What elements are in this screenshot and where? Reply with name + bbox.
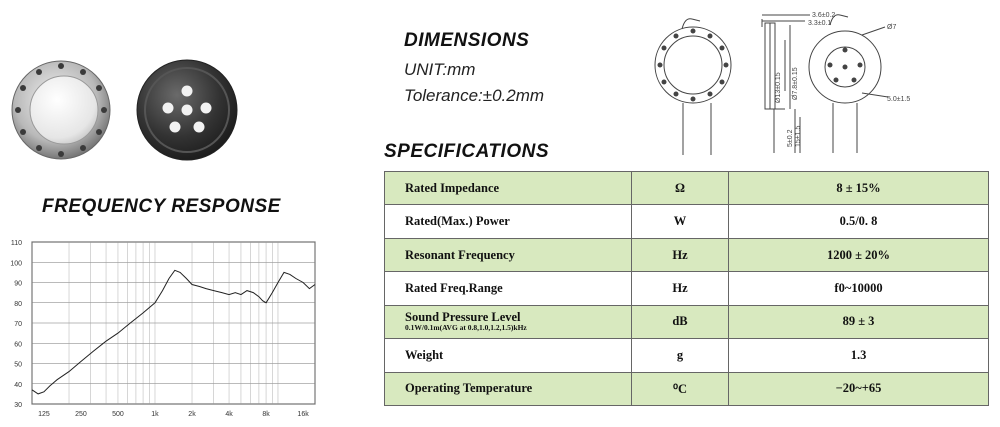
- spec-unit: dB: [632, 305, 729, 338]
- x-tick-label: 1k: [151, 411, 159, 418]
- frequency-response-curve: [32, 270, 315, 394]
- spec-parameter: [385, 339, 632, 372]
- label-pin-spacing: 5.0±1.5: [887, 96, 911, 103]
- x-tick-label: 125: [38, 411, 50, 418]
- y-tick-label: 110: [10, 240, 22, 247]
- frequency-response-heading: FREQUENCY RESPONSE: [42, 196, 281, 217]
- spec-parameter-label: Rated(Max.) Power: [405, 214, 510, 229]
- y-tick-label: 100: [10, 260, 22, 268]
- spec-unit: Hz: [632, 238, 729, 271]
- y-tick-label: 30: [14, 402, 22, 409]
- spec-parameter-label: Rated Impedance: [405, 180, 500, 195]
- spec-parameter: [385, 205, 632, 238]
- spec-unit: W: [632, 205, 729, 238]
- y-tick-label: 70: [14, 321, 22, 328]
- spec-value: 8 ± 15%: [729, 172, 989, 205]
- dimension-drawing: [640, 5, 980, 155]
- x-tick-label: 2k: [188, 411, 196, 418]
- x-tick-label: 8k: [262, 411, 270, 418]
- spec-value: 89 ± 3: [729, 305, 989, 338]
- spec-unit: ⁰C: [632, 372, 729, 405]
- spec-row: [385, 272, 989, 305]
- label-pin-len2: 15±1.5: [795, 125, 802, 147]
- spec-value: 1.3: [729, 339, 989, 372]
- spec-value: 1200 ± 20%: [729, 238, 989, 271]
- y-tick-label: 60: [14, 341, 22, 349]
- y-tick-label: 40: [14, 381, 22, 389]
- spec-row: [385, 172, 989, 205]
- spec-parameter-label: Resonant Frequency: [405, 247, 515, 262]
- tolerance-text: Tolerance:±0.2mm: [404, 86, 545, 105]
- label-outer-dia: Ø13±0.15: [775, 72, 782, 103]
- y-tick-label: 50: [14, 361, 22, 369]
- label-height-body: 3.3±0.1: [808, 20, 832, 27]
- spec-row: [385, 305, 989, 338]
- spec-unit: Ω: [632, 172, 729, 205]
- unit-text: UNIT:mm: [404, 60, 476, 79]
- spec-value: −20~+65: [729, 372, 989, 405]
- x-tick-label: 250: [75, 411, 87, 418]
- specifications-heading: SPECIFICATIONS: [384, 141, 549, 162]
- spec-value: f0~10000: [729, 272, 989, 305]
- dimensions-heading: DIMENSIONS: [404, 30, 530, 51]
- spec-value: 0.5/0. 8: [729, 205, 989, 238]
- specifications-table: [384, 171, 989, 406]
- label-inner-dia: Ø7.8±0.15: [792, 67, 799, 100]
- spec-row: [385, 339, 989, 372]
- chart-grid: [32, 242, 315, 404]
- spec-unit: g: [632, 339, 729, 372]
- x-tick-label: 4k: [225, 411, 233, 418]
- chart-x-ticks: [38, 411, 309, 418]
- spec-parameter: [385, 372, 632, 405]
- label-pin-len1: 5±0.2: [787, 129, 794, 147]
- frequency-response-chart: [0, 232, 330, 424]
- y-tick-label: 80: [14, 300, 22, 308]
- spec-parameter: [385, 172, 632, 205]
- spec-row: [385, 238, 989, 271]
- spec-parameter: [385, 305, 632, 338]
- spec-parameter-label: Sound Pressure Level: [405, 310, 521, 325]
- label-height-total: 3.6±0.2: [812, 12, 836, 19]
- x-tick-label: 16k: [297, 411, 309, 418]
- chart-y-ticks: [10, 240, 22, 409]
- speaker-photo-front: [6, 58, 116, 164]
- spec-row: [385, 205, 989, 238]
- label-hole-dia: Ø7: [887, 24, 897, 31]
- spec-parameter-label: Weight: [405, 347, 444, 362]
- spec-parameter-note: 0.1W/0.1m(AVG at 0.8,1.0,1.2,1.5)kHz: [405, 323, 527, 333]
- spec-parameter-label: Rated Freq.Range: [405, 280, 503, 295]
- speaker-photo-back: [135, 58, 239, 162]
- spec-unit: Hz: [632, 272, 729, 305]
- spec-row: [385, 372, 989, 405]
- spec-parameter: [385, 272, 632, 305]
- spec-parameter: [385, 238, 632, 271]
- x-tick-label: 500: [112, 411, 124, 418]
- y-tick-label: 90: [14, 280, 22, 288]
- spec-parameter-label: Operating Temperature: [405, 381, 533, 396]
